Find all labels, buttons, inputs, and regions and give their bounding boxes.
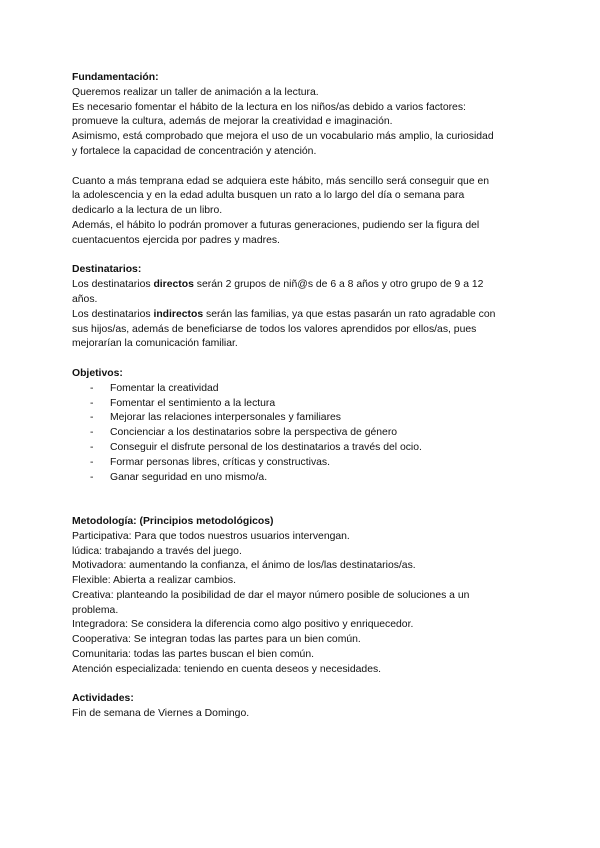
destinatarios-directos-line <box>72 278 532 293</box>
list-item <box>72 397 532 412</box>
objetivos-heading: Objetivos: <box>72 367 123 379</box>
objetivo-text: Fomentar el sentimiento a la lectura <box>110 397 276 409</box>
destinatarios-line: sus hijos/as, además de beneficiarse de todos los valores aprendidos por ellos/as, pues <box>72 323 477 335</box>
destinatarios-line: años. <box>72 293 98 305</box>
dash-bullet: - <box>90 427 94 439</box>
metodologia-line: Atención especializada: teniendo en cuenta deseos y necesidades. <box>72 663 382 675</box>
metodologia-line: Participativa: Para que todos nuestros usuarios intervengan. <box>72 530 350 542</box>
destinatarios-indirectos-post: serán las familias, ya que estas pasarán un rato agradable con <box>203 308 496 320</box>
list-item <box>72 471 532 486</box>
list-item <box>72 411 532 426</box>
list-item <box>72 426 532 441</box>
fundamentacion-line: cuentacuentos ejercida por padres y madres. <box>72 234 280 246</box>
spacer <box>72 249 532 264</box>
actividades-line: Fin de semana de Viernes a Domingo. <box>72 708 250 720</box>
objetivo-text: Mejorar las relaciones interpersonales y familiares <box>110 412 341 424</box>
destinatarios-indirectos-pre: Los destinatarios <box>72 308 154 320</box>
fundamentacion-line: Además, el hábito lo podrán promover a futuras generaciones, pudiendo ser la figura del <box>72 219 480 231</box>
spacer <box>72 678 532 693</box>
dash-bullet: - <box>90 412 94 424</box>
destinatarios-directos-post: serán 2 grupos de niñ@s de 6 a 8 años y otro grupo de 9 a 12 <box>193 279 484 291</box>
dash-bullet: - <box>90 456 94 468</box>
destinatarios-indirectos-line <box>72 308 532 323</box>
objetivo-text: Concienciar a los destinatarios sobre la perspectiva de género <box>110 427 398 439</box>
dash-bullet: - <box>90 382 94 394</box>
fundamentacion-line: Queremos realizar un taller de animación a la lectura. <box>72 86 319 98</box>
fundamentacion-heading: Fundamentación: <box>72 72 159 83</box>
fundamentacion-line: dedicarlo a la lectura de un libro. <box>72 205 223 217</box>
objetivos-list <box>72 382 532 486</box>
objetivo-text: Formar personas libres, críticas y constructivas. <box>110 456 330 468</box>
metodologia-heading: Metodología: (Principios metodológicos) <box>72 515 274 527</box>
objetivo-text: Conseguir el disfrute personal de los destinatarios a través del ocio. <box>110 441 422 453</box>
dash-bullet: - <box>90 397 94 409</box>
fundamentacion-line: Cuanto a más temprana edad se adquiera este hábito, más sencillo será conseguir que en <box>72 175 490 187</box>
metodologia-line: Motivadora: aumentando la confianza, el ánimo de los/las destinatarios/as. <box>72 560 416 572</box>
fundamentacion-line: Asimismo, está comprobado que mejora el uso de un vocabulario más amplio, la curiosidad <box>72 131 494 143</box>
fundamentacion-line: y fortalece la capacidad de concentración y atención. <box>72 145 317 157</box>
metodologia-line: Integradora: Se considera la diferencia como algo positivo y enriquecedor. <box>72 619 414 631</box>
document-body <box>72 71 532 722</box>
actividades-heading: Actividades: <box>72 693 134 705</box>
fundamentacion-line: Es necesario fomentar el hábito de la lectura en los niños/as debido a varios factores: <box>72 101 466 113</box>
destinatarios-indirectos-bold: indirectos <box>153 308 204 320</box>
objetivo-text: Ganar seguridad en uno mismo/a. <box>110 471 268 483</box>
metodologia-line: Comunitaria: todas las partes buscan el bien común. <box>72 649 315 661</box>
metodologia-line: Creativa: planteando la posibilidad de dar el mayor número posible de soluciones a un <box>72 589 470 601</box>
spacer <box>72 485 532 515</box>
objetivo-text: Fomentar la creatividad <box>110 382 219 394</box>
spacer <box>72 160 532 175</box>
list-item <box>72 456 532 471</box>
metodologia-line: Flexible: Abierta a realizar cambios. <box>72 575 237 587</box>
metodologia-line: Cooperativa: Se integran todas las partes para un bien común. <box>72 634 361 646</box>
list-item <box>72 382 532 397</box>
dash-bullet: - <box>90 471 94 483</box>
fundamentacion-line: promueve la cultura, además de mejorar la creatividad e imaginación. <box>72 116 393 128</box>
fundamentacion-line: la adolescencia y en la edad adulta busquen un rato a lo largo del día o semana para <box>72 190 465 202</box>
destinatarios-heading: Destinatarios: <box>72 264 142 276</box>
list-item <box>72 441 532 456</box>
destinatarios-directos-bold: directos <box>153 279 194 291</box>
spacer <box>72 352 532 367</box>
metodologia-line: problema. <box>72 604 119 616</box>
dash-bullet: - <box>90 441 94 453</box>
destinatarios-line: mejorarían la comunicación familiar. <box>72 338 238 350</box>
metodologia-line: lúdica: trabajando a través del juego. <box>72 545 242 557</box>
destinatarios-directos-pre: Los destinatarios <box>72 279 154 291</box>
